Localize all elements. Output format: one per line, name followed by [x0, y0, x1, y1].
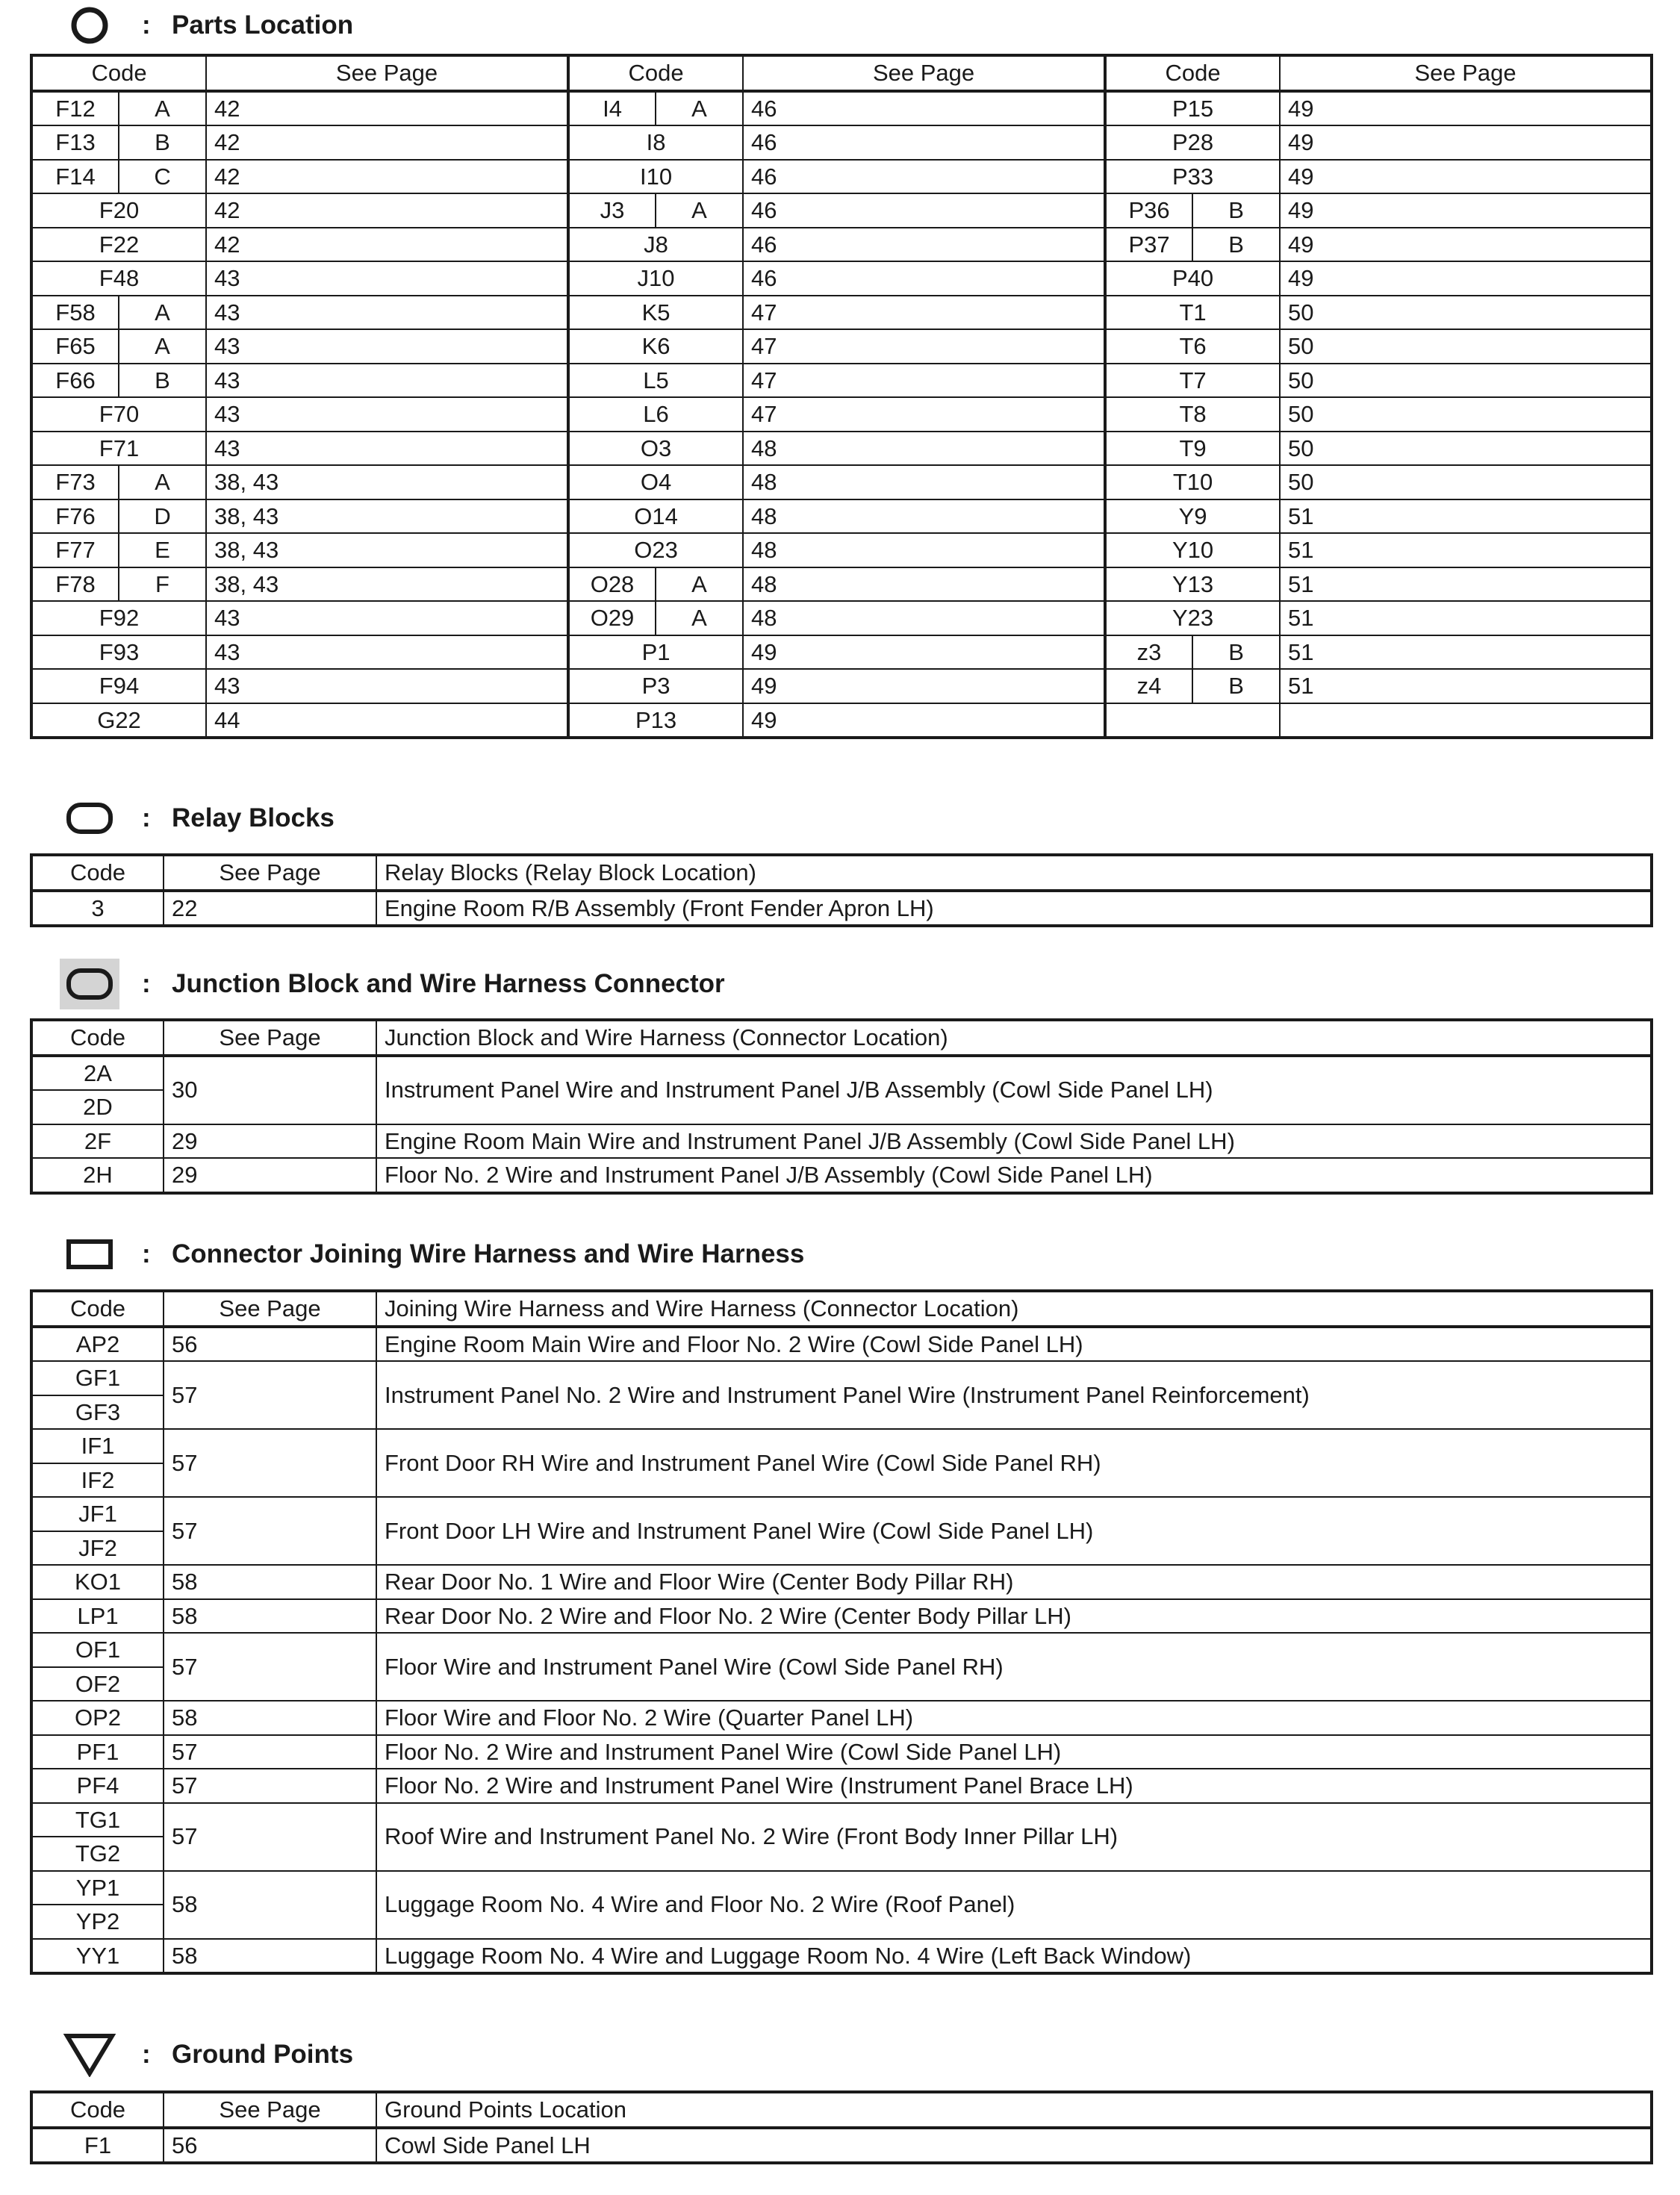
see-page-cell: 43: [206, 601, 568, 635]
table-row: [31, 891, 1652, 927]
code-cell: J10: [568, 261, 743, 296]
table-row: [31, 1056, 1652, 1091]
header-see-page: See Page: [743, 55, 1105, 91]
location-cell: Front Door RH Wire and Instrument Panel Wire (Cowl Side Panel RH): [376, 1429, 1652, 1497]
see-page-cell: 46: [743, 261, 1105, 296]
code-cell: YY1: [31, 1939, 164, 1974]
code-cell: I10: [568, 160, 743, 194]
see-page-cell: 22: [164, 891, 376, 927]
code-cell: F73: [31, 465, 119, 499]
code-cell: O3: [568, 432, 743, 466]
see-page-cell: 49: [743, 635, 1105, 670]
table-row: [31, 1124, 1652, 1159]
code-letter-cell: F: [119, 567, 206, 602]
code-cell: P37: [1105, 228, 1192, 262]
code-cell: P36: [1105, 193, 1192, 228]
code-cell: G22: [31, 703, 206, 738]
code-cell: KO1: [31, 1565, 164, 1599]
header-code: Code: [31, 55, 206, 91]
heading-colon: :: [142, 969, 151, 998]
code-cell: z3: [1105, 635, 1192, 670]
see-page-cell: 49: [743, 669, 1105, 703]
see-page-cell: 57: [164, 1769, 376, 1803]
code-letter-cell: B: [119, 364, 206, 398]
see-page-cell: 43: [206, 329, 568, 364]
table-row: [31, 1769, 1652, 1803]
code-cell: F93: [31, 635, 206, 670]
table-header-row: [31, 855, 1652, 891]
code-cell: JF1: [31, 1497, 164, 1531]
see-page-cell: 46: [743, 228, 1105, 262]
see-page-cell: 49: [743, 703, 1105, 738]
table-row: [31, 261, 1652, 296]
table-row: [31, 1497, 1652, 1531]
code-cell: Y13: [1105, 567, 1280, 602]
location-cell: Floor No. 2 Wire and Instrument Panel J/B Assembly (Cowl Side Panel LH): [376, 1158, 1652, 1193]
header-see-page: See Page: [206, 55, 568, 91]
table-row: [31, 432, 1652, 466]
table-header-row: [31, 2092, 1652, 2128]
table-row: [31, 1735, 1652, 1769]
see-page-cell: 46: [743, 193, 1105, 228]
code-cell: OF2: [31, 1667, 164, 1701]
code-cell: F65: [31, 329, 119, 364]
code-letter-cell: C: [119, 160, 206, 194]
table-row: [31, 1803, 1652, 1837]
parts-location-table: [30, 54, 1653, 739]
location-cell: Rear Door No. 1 Wire and Floor Wire (Center Body Pillar RH): [376, 1565, 1652, 1599]
see-page-cell: 43: [206, 432, 568, 466]
code-cell: PF1: [31, 1735, 164, 1769]
location-cell: Floor Wire and Instrument Panel Wire (Cowl Side Panel RH): [376, 1633, 1652, 1701]
location-cell: Floor Wire and Floor No. 2 Wire (Quarter Panel LH): [376, 1701, 1652, 1735]
see-page-cell: 50: [1280, 397, 1652, 432]
see-page-cell: 43: [206, 261, 568, 296]
code-cell: Y10: [1105, 533, 1280, 567]
location-cell: Cowl Side Panel LH: [376, 2128, 1652, 2164]
section-title: Connector Joining Wire Harness and Wire Harness: [172, 1239, 805, 1268]
table-row: [31, 329, 1652, 364]
rectangle-icon: [52, 1232, 127, 1277]
heading-colon: :: [142, 10, 151, 40]
location-cell: Front Door LH Wire and Instrument Panel Wire (Cowl Side Panel LH): [376, 1497, 1652, 1565]
table-row: [31, 160, 1652, 194]
see-page-cell: 48: [743, 465, 1105, 499]
header-code: Code: [31, 1020, 164, 1056]
code-cell: F14: [31, 160, 119, 194]
see-page-cell: 30: [164, 1056, 376, 1124]
code-cell: F76: [31, 499, 119, 534]
code-cell: P33: [1105, 160, 1280, 194]
header-code: Code: [31, 855, 164, 891]
see-page-cell: 58: [164, 1701, 376, 1735]
code-cell: IF1: [31, 1429, 164, 1463]
see-page-cell: 57: [164, 1429, 376, 1497]
table-header-row: [31, 1020, 1652, 1056]
see-page-cell: 42: [206, 91, 568, 126]
code-cell: LP1: [31, 1599, 164, 1634]
see-page-cell: 42: [206, 160, 568, 194]
header-code: Code: [31, 2092, 164, 2128]
code-cell: T9: [1105, 432, 1280, 466]
header-see-page: See Page: [164, 1020, 376, 1056]
code-cell: F1: [31, 2128, 164, 2164]
see-page-cell: 29: [164, 1124, 376, 1159]
see-page-cell: 58: [164, 1939, 376, 1974]
see-page-cell: 38, 43: [206, 533, 568, 567]
code-letter-cell: B: [1192, 193, 1280, 228]
code-letter-cell: A: [656, 91, 743, 126]
code-cell: F20: [31, 193, 206, 228]
junction-block-heading: [52, 962, 725, 1006]
see-page-cell: 48: [743, 432, 1105, 466]
code-cell: 2D: [31, 1090, 164, 1124]
see-page-cell: 47: [743, 364, 1105, 398]
table-row: [31, 1361, 1652, 1395]
code-cell: z4: [1105, 669, 1192, 703]
code-cell: O4: [568, 465, 743, 499]
code-cell: YP2: [31, 1905, 164, 1939]
header-location: Ground Points Location: [376, 2092, 1652, 2128]
code-cell: O14: [568, 499, 743, 534]
code-cell: T10: [1105, 465, 1280, 499]
code-cell: F48: [31, 261, 206, 296]
see-page-cell: 51: [1280, 635, 1652, 670]
code-cell: 2F: [31, 1124, 164, 1159]
code-cell: OP2: [31, 1701, 164, 1735]
code-cell: F78: [31, 567, 119, 602]
header-location: Relay Blocks (Relay Block Location): [376, 855, 1652, 891]
code-letter-cell: B: [1192, 228, 1280, 262]
see-page-cell: 57: [164, 1497, 376, 1565]
code-letter-cell: A: [656, 601, 743, 635]
table-row: [31, 228, 1652, 262]
see-page-cell: 56: [164, 2128, 376, 2164]
code-cell: JF2: [31, 1531, 164, 1566]
code-cell: [1105, 703, 1280, 738]
ground-points-table: [30, 2090, 1653, 2164]
code-letter-cell: E: [119, 533, 206, 567]
code-cell: P13: [568, 703, 743, 738]
code-cell: O28: [568, 567, 656, 602]
header-see-page: See Page: [164, 855, 376, 891]
see-page-cell: 29: [164, 1158, 376, 1193]
table-row: [31, 2128, 1652, 2164]
code-cell: F71: [31, 432, 206, 466]
see-page-cell: 38, 43: [206, 465, 568, 499]
circle-icon: [52, 3, 127, 48]
header-see-page: See Page: [164, 2092, 376, 2128]
location-cell: Instrument Panel No. 2 Wire and Instrument Panel Wire (Instrument Panel Reinforcement): [376, 1361, 1652, 1429]
see-page-cell: 50: [1280, 364, 1652, 398]
code-cell: 2H: [31, 1158, 164, 1193]
see-page-cell: 48: [743, 499, 1105, 534]
code-cell: L5: [568, 364, 743, 398]
see-page-cell: 49: [1280, 228, 1652, 262]
code-letter-cell: B: [119, 125, 206, 160]
see-page-cell: 47: [743, 329, 1105, 364]
see-page-cell: 58: [164, 1599, 376, 1634]
triangle-down-icon: [52, 2032, 127, 2077]
table-row: [31, 1871, 1652, 1905]
see-page-cell: 57: [164, 1803, 376, 1871]
code-cell: GF3: [31, 1395, 164, 1430]
code-cell: J8: [568, 228, 743, 262]
header-see-page: See Page: [1280, 55, 1652, 91]
table-row: [31, 1158, 1652, 1193]
heading-colon: :: [142, 1239, 151, 1268]
code-cell: IF2: [31, 1463, 164, 1498]
see-page-cell: 42: [206, 228, 568, 262]
parts-location-heading: [52, 3, 353, 48]
see-page-cell: 50: [1280, 432, 1652, 466]
see-page-cell: 50: [1280, 465, 1652, 499]
code-cell: O29: [568, 601, 656, 635]
see-page-cell: 51: [1280, 567, 1652, 602]
code-cell: 3: [31, 891, 164, 927]
connector-joining-table: [30, 1289, 1653, 1975]
code-cell: O23: [568, 533, 743, 567]
see-page-cell: 48: [743, 601, 1105, 635]
code-cell: F22: [31, 228, 206, 262]
table-row: [31, 397, 1652, 432]
code-cell: F94: [31, 669, 206, 703]
see-page-cell: 43: [206, 296, 568, 330]
table-row: [31, 193, 1652, 228]
section-title: Ground Points: [172, 2040, 354, 2069]
location-cell: Luggage Room No. 4 Wire and Luggage Room No. 4 Wire (Left Back Window): [376, 1939, 1652, 1974]
see-page-cell: 49: [1280, 261, 1652, 296]
code-letter-cell: B: [1192, 635, 1280, 670]
table-row: [31, 91, 1652, 126]
table-row: [31, 567, 1652, 602]
see-page-cell: 43: [206, 364, 568, 398]
see-page-cell: 50: [1280, 329, 1652, 364]
location-cell: Rear Door No. 2 Wire and Floor No. 2 Wire (Center Body Pillar LH): [376, 1599, 1652, 1634]
code-letter-cell: D: [119, 499, 206, 534]
code-cell: T1: [1105, 296, 1280, 330]
code-cell: J3: [568, 193, 656, 228]
code-cell: P1: [568, 635, 743, 670]
location-cell: Roof Wire and Instrument Panel No. 2 Wire (Front Body Inner Pillar LH): [376, 1803, 1652, 1871]
heading-colon: :: [142, 803, 151, 832]
code-cell: L6: [568, 397, 743, 432]
junction-block-table: [30, 1018, 1653, 1195]
table-row: [31, 669, 1652, 703]
code-letter-cell: B: [1192, 669, 1280, 703]
code-cell: OF1: [31, 1633, 164, 1667]
code-cell: F13: [31, 125, 119, 160]
rounded-rect-icon: [52, 796, 127, 841]
code-cell: F58: [31, 296, 119, 330]
table-row: [31, 125, 1652, 160]
header-see-page: See Page: [164, 1291, 376, 1327]
table-row: [31, 1599, 1652, 1634]
table-row: [31, 1633, 1652, 1667]
see-page-cell: 43: [206, 635, 568, 670]
code-cell: F92: [31, 601, 206, 635]
code-cell: T7: [1105, 364, 1280, 398]
table-row: [31, 1565, 1652, 1599]
table-header-row: [31, 1291, 1652, 1327]
location-cell: Engine Room Main Wire and Instrument Panel J/B Assembly (Cowl Side Panel LH): [376, 1124, 1652, 1159]
code-letter-cell: A: [119, 465, 206, 499]
code-cell: AP2: [31, 1327, 164, 1362]
table-row: [31, 601, 1652, 635]
see-page-cell: 43: [206, 669, 568, 703]
shaded-rounded-rect-icon: [52, 962, 127, 1006]
ground-points-heading: [52, 2032, 353, 2077]
code-letter-cell: A: [119, 329, 206, 364]
see-page-cell: 51: [1280, 601, 1652, 635]
table-row: [31, 364, 1652, 398]
location-cell: Engine Room R/B Assembly (Front Fender Apron LH): [376, 891, 1652, 927]
code-cell: PF4: [31, 1769, 164, 1803]
see-page-cell: 49: [1280, 125, 1652, 160]
table-row: [31, 1429, 1652, 1463]
location-cell: Engine Room Main Wire and Floor No. 2 Wire (Cowl Side Panel LH): [376, 1327, 1652, 1362]
code-cell: YP1: [31, 1871, 164, 1905]
see-page-cell: [1280, 703, 1652, 738]
heading-colon: :: [142, 2040, 151, 2069]
see-page-cell: 58: [164, 1871, 376, 1939]
code-cell: T8: [1105, 397, 1280, 432]
table-row: [31, 703, 1652, 738]
code-cell: P28: [1105, 125, 1280, 160]
see-page-cell: 42: [206, 125, 568, 160]
code-cell: F12: [31, 91, 119, 126]
table-row: [31, 465, 1652, 499]
code-letter-cell: A: [119, 91, 206, 126]
code-cell: I8: [568, 125, 743, 160]
code-cell: P3: [568, 669, 743, 703]
location-cell: Instrument Panel Wire and Instrument Panel J/B Assembly (Cowl Side Panel LH): [376, 1056, 1652, 1124]
see-page-cell: 44: [206, 703, 568, 738]
see-page-cell: 51: [1280, 669, 1652, 703]
see-page-cell: 46: [743, 91, 1105, 126]
see-page-cell: 47: [743, 296, 1105, 330]
code-cell: F66: [31, 364, 119, 398]
code-letter-cell: A: [119, 296, 206, 330]
code-cell: F70: [31, 397, 206, 432]
location-cell: Luggage Room No. 4 Wire and Floor No. 2 Wire (Roof Panel): [376, 1871, 1652, 1939]
header-code: Code: [31, 1291, 164, 1327]
see-page-cell: 42: [206, 193, 568, 228]
see-page-cell: 49: [1280, 193, 1652, 228]
see-page-cell: 47: [743, 397, 1105, 432]
section-title: Relay Blocks: [172, 803, 335, 832]
table-row: [31, 533, 1652, 567]
see-page-cell: 46: [743, 160, 1105, 194]
see-page-cell: 51: [1280, 533, 1652, 567]
see-page-cell: 56: [164, 1327, 376, 1362]
code-cell: TG1: [31, 1803, 164, 1837]
see-page-cell: 49: [1280, 91, 1652, 126]
see-page-cell: 51: [1280, 499, 1652, 534]
code-cell: K5: [568, 296, 743, 330]
location-cell: Floor No. 2 Wire and Instrument Panel Wire (Cowl Side Panel LH): [376, 1735, 1652, 1769]
code-cell: T6: [1105, 329, 1280, 364]
see-page-cell: 43: [206, 397, 568, 432]
code-cell: 2A: [31, 1056, 164, 1091]
code-cell: Y23: [1105, 601, 1280, 635]
see-page-cell: 46: [743, 125, 1105, 160]
code-letter-cell: A: [656, 567, 743, 602]
table-row: [31, 635, 1652, 670]
see-page-cell: 49: [1280, 160, 1652, 194]
table-row: [31, 499, 1652, 534]
table-row: [31, 296, 1652, 330]
header-location: Joining Wire Harness and Wire Harness (Connector Location): [376, 1291, 1652, 1327]
code-cell: P15: [1105, 91, 1280, 126]
section-title: Parts Location: [172, 10, 354, 40]
see-page-cell: 38, 43: [206, 567, 568, 602]
code-cell: GF1: [31, 1361, 164, 1395]
table-row: [31, 1939, 1652, 1974]
table-row: [31, 1327, 1652, 1362]
see-page-cell: 57: [164, 1361, 376, 1429]
see-page-cell: 48: [743, 533, 1105, 567]
see-page-cell: 57: [164, 1735, 376, 1769]
table-header-row: [31, 55, 1652, 91]
relay-blocks-heading: [52, 796, 335, 841]
code-cell: P40: [1105, 261, 1280, 296]
code-cell: K6: [568, 329, 743, 364]
see-page-cell: 50: [1280, 296, 1652, 330]
header-code: Code: [568, 55, 743, 91]
header-location: Junction Block and Wire Harness (Connector Location): [376, 1020, 1652, 1056]
see-page-cell: 58: [164, 1565, 376, 1599]
location-cell: Floor No. 2 Wire and Instrument Panel Wire (Instrument Panel Brace LH): [376, 1769, 1652, 1803]
connector-joining-heading: [52, 1232, 804, 1277]
section-title: Junction Block and Wire Harness Connector: [172, 969, 725, 998]
table-row: [31, 1701, 1652, 1735]
code-cell: TG2: [31, 1837, 164, 1871]
code-letter-cell: A: [656, 193, 743, 228]
code-cell: F77: [31, 533, 119, 567]
see-page-cell: 57: [164, 1633, 376, 1701]
relay-blocks-table: [30, 853, 1653, 927]
see-page-cell: 38, 43: [206, 499, 568, 534]
see-page-cell: 48: [743, 567, 1105, 602]
code-cell: Y9: [1105, 499, 1280, 534]
header-code: Code: [1105, 55, 1280, 91]
code-cell: I4: [568, 91, 656, 126]
